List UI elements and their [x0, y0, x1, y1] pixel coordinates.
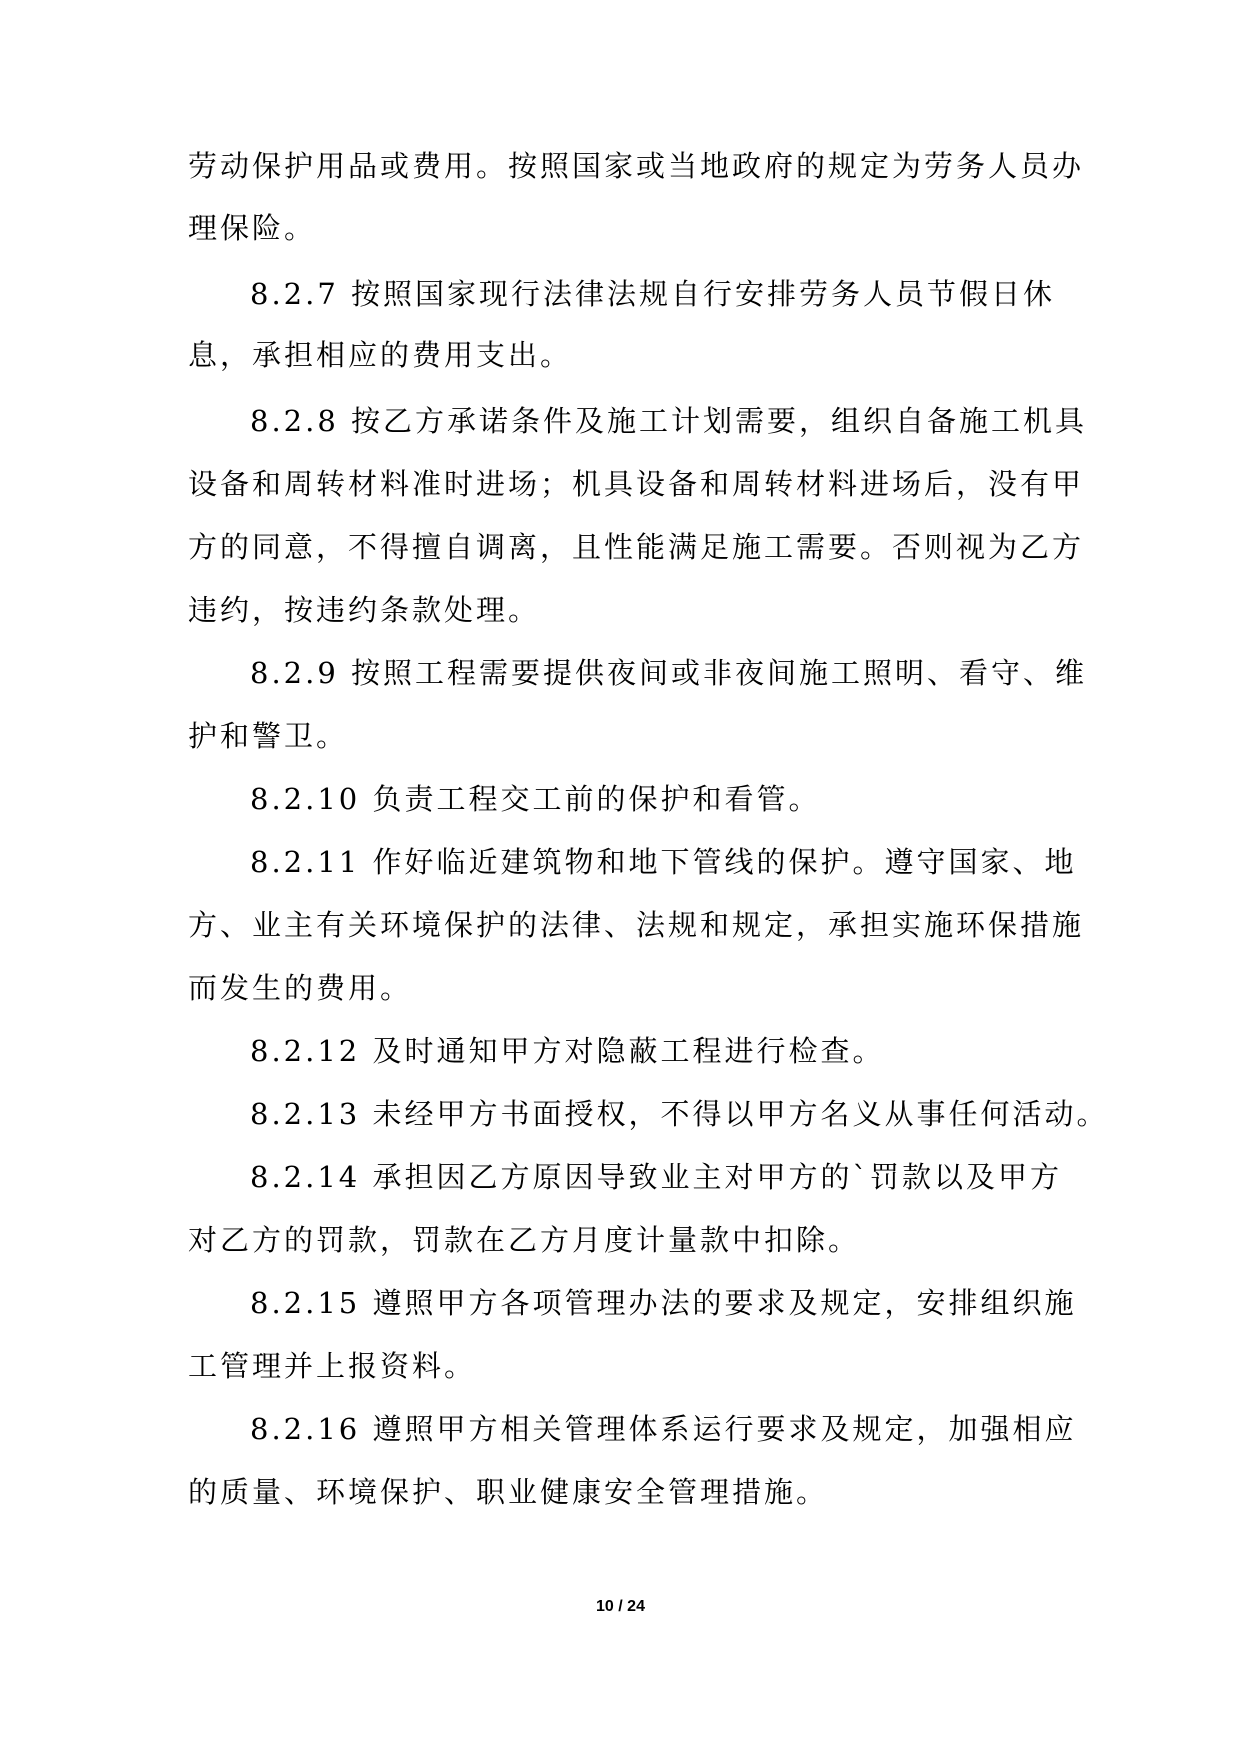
- text-line: 8.2.10 负责工程交工前的保护和看管。: [250, 782, 821, 816]
- text-line: 8.2.15 遵照甲方各项管理办法的要求及规定，安排组织施: [250, 1286, 1077, 1320]
- text-line: 对乙方的罚款，罚款在乙方月度计量款中扣除。: [188, 1223, 861, 1257]
- text-line: 劳动保护用品或费用。按照国家或当地政府的规定为劳务人员办: [188, 149, 1085, 183]
- text-line: 8.2.12 及时通知甲方对隐蔽工程进行检查。: [250, 1034, 885, 1068]
- text-line: 而发生的费用。: [188, 971, 413, 1005]
- text-line: 设备和周转材料准时进场；机具设备和周转材料进场后，没有甲: [188, 467, 1085, 501]
- text-line: 方、业主有关环境保护的法律、法规和规定，承担实施环保措施: [188, 908, 1085, 942]
- page-number: 10 / 24: [596, 1598, 645, 1615]
- text-line: 8.2.13 未经甲方书面授权，不得以甲方名义从事任何活动。: [250, 1097, 1109, 1131]
- text-line: 违约，按违约条款处理。: [188, 593, 541, 627]
- text-line: 8.2.9 按照工程需要提供夜间或非夜间施工照明、看守、维: [250, 656, 1088, 690]
- text-line: 8.2.11 作好临近建筑物和地下管线的保护。遵守国家、地: [250, 845, 1077, 879]
- text-line: 息，承担相应的费用支出。: [188, 338, 573, 372]
- text-line: 8.2.7 按照国家现行法律法规自行安排劳务人员节假日休: [250, 277, 1056, 311]
- text-line: 理保险。: [188, 211, 317, 245]
- text-line: 护和警卫。: [188, 719, 349, 753]
- text-line: 的质量、环境保护、职业健康安全管理措施。: [188, 1475, 829, 1509]
- text-line: 方的同意，不得擅自调离，且性能满足施工需要。否则视为乙方: [188, 530, 1085, 564]
- text-line: 8.2.14 承担因乙方原因导致业主对甲方的`罚款以及甲方: [250, 1160, 1062, 1194]
- text-line: 工管理并上报资料。: [188, 1349, 477, 1383]
- text-line: 8.2.16 遵照甲方相关管理体系运行要求及规定，加强相应: [250, 1412, 1077, 1446]
- text-line: 8.2.8 按乙方承诺条件及施工计划需要，组织自备施工机具: [250, 404, 1088, 438]
